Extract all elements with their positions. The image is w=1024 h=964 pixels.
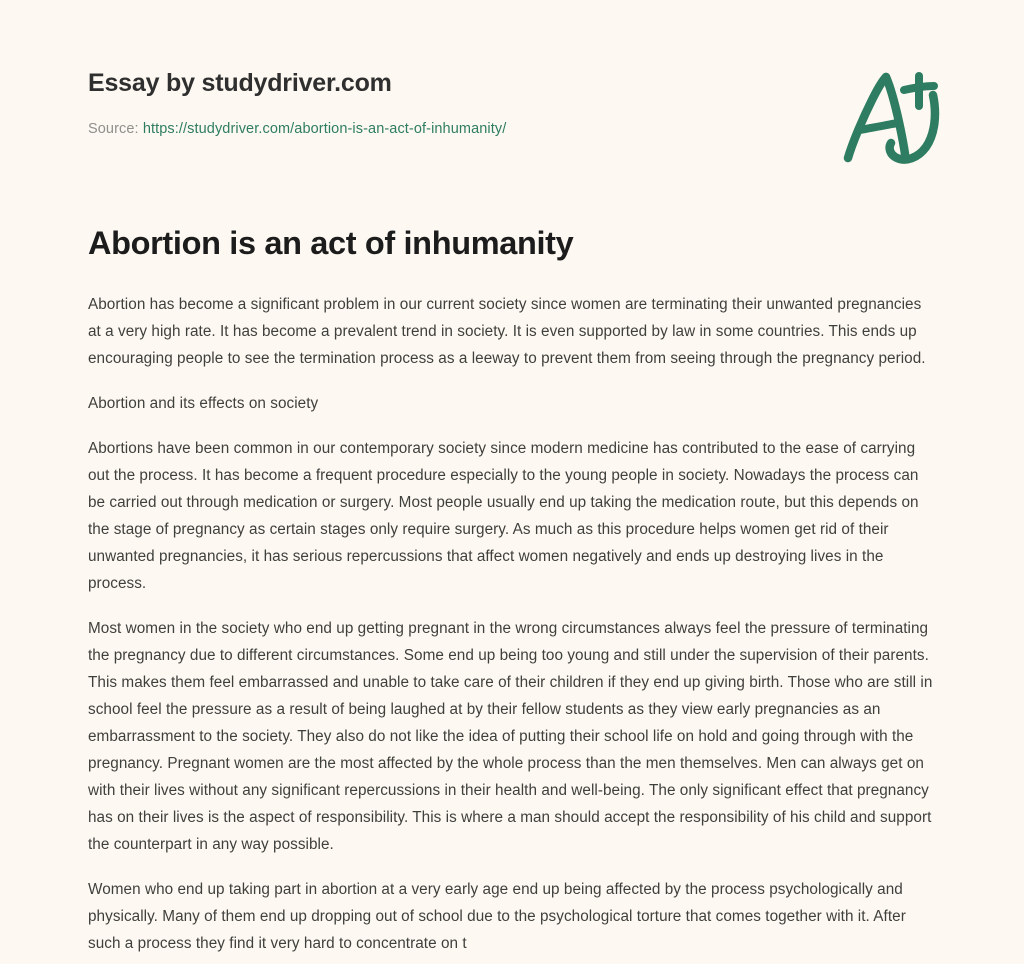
source-line [88, 120, 936, 139]
page-title: Abortion is an act of inhumanity [88, 224, 574, 261]
paragraph-truncated: Women who end up taking part in abortion at a very early age end up being affected by the process psychologically and physically. Many of them end up dropping out of school due to the psychological torture that comes together with it. After such a process they find it very hard to concentrate on t [88, 881, 906, 953]
paragraph: Most women in the society who end up getting pregnant in the wrong circumstances always feel the pressure of terminating the pregnancy due to different circumstances. Some end up being too young and still under the supervision of their parents. This makes them feel embarrassed and unable to take care of their children if they end up giving birth. Those who are still in school feel the pressure as a result of being laughed at by their fellow students as they view early pregnancies as an embarrassment to the society. They also do not like the idea of putting their school life on hold and going through with the pregnancy. Pregnant women are the most affected by the whole process than the men themselves. Men can always get on with their lives without any significant repercussions in their health and well-being. The only significant effect that pregnancy has on their lives is the aspect of responsibility. This is where a man should accept the responsibility of his child and support the counterpart in any way possible. [88, 620, 933, 854]
article-body [88, 263, 936, 957]
studydriver-a-plus-logo-icon [838, 62, 950, 168]
page-header [88, 0, 936, 139]
paragraph-subheading: Abortion and its effects on society [88, 395, 319, 413]
essay-byline: Essay by studydriver.com [88, 69, 392, 97]
paragraph: Abortions have been common in our contemporary society since modern medicine has contributed to the ease of carrying out the process. It has become a frequent procedure especially to the young people in society. Nowadays the process can be carried out through medication or surgery. Most people usually end up taking the medication route, but this depends on the stage of pregnancy as certain stages only require surgery. As much as this procedure helps women get rid of their unwanted pregnancies, it has serious repercussions that affect women negatively and ends up destroying lives in the process. [88, 440, 919, 593]
source-url-link[interactable]: https://studydriver.com/abortion-is-an-act-of-inhumanity/ [142, 121, 507, 137]
source-label: Source: [88, 121, 139, 137]
paragraph: Abortion has become a significant problem in our current society since women are terminating their unwanted pregnancies at a very high rate. It has become a prevalent trend in society. It is even supported by law in some countries. This ends up encouraging people to see the termination process as a leeway to prevent them from seeing through the pregnancy period. [88, 296, 926, 368]
